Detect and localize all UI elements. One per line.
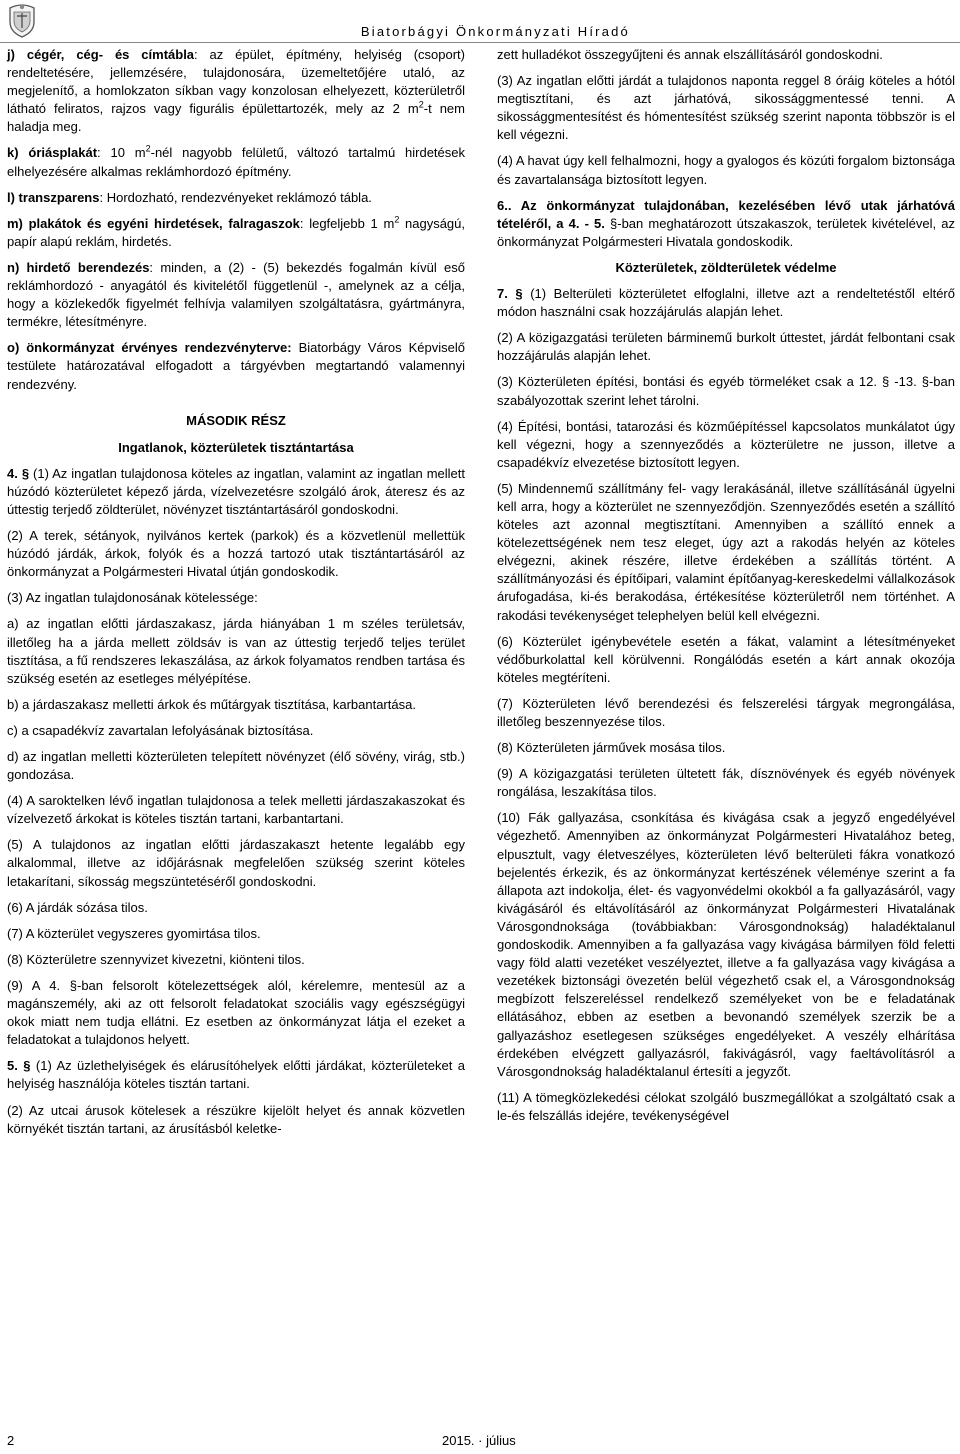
section-4-6: (6) A járdák sózása tilos. <box>7 899 148 915</box>
definition-j: j) cégér, cég- és címtábla: az épület, építmény, helyiség (csoport) rendeltetésére, jellemzésére, tulajdonosára, üzemeltetőjére utaló, az megjelenítő, a homlokzaton síkban vagy konzolosan elhelyezett, közterületről látható feliratos, rajzos vagy figurális épülettartozék, mely az 2 $m^2-t$ nem haladja meg. <box>7 47 465 135</box>
page-header <box>0 0 960 42</box>
issue-date: 2015. · július <box>442 1433 516 1448</box>
section-7-6: (6) Közterület igénybevétele esetén a fákat, valamint a létesítményeket védőburkolattal kell körülvenni. Rongálódás esetén a kárt annak okozója köteles megtéríteni. <box>497 633 955 685</box>
section-7-4: (4) Építési, bontási, tatarozási és közműépítéssel kapcsolatos munkálatot úgy kell végezni, hogy a szennyeződés a közterületre ne jusson, illetve a csapadékvíz elvezetése biztosított legyen. <box>497 418 955 470</box>
section-4-3-c: c) a csapadékvíz zavartalan lefolyásának biztosítása. <box>7 722 314 738</box>
section-6: 6.. Az önkormányzat tulajdonában, kezelésében lévő utak járhatóvá tételéről, a 4. - 5. §-ban meghatározott útszakaszok, területek kivételével, az önkormányzat Polgármesteri Hivatala gondoskodik. <box>497 197 955 249</box>
section-7-10: (10) Fák gallyazása, csonkítása és kivágása csak a jegyző engedélyével végezhető. Amennyiben az önkormányzat Polgármesteri Hivatalához beteg, elpusztult, vagy életveszélyes, közterületen lévő belterületi fákra vonatkozó bejelentés érkezik, és az önkormányzat kertészének véleménye szerint a fa állapota azt indokolja, élet- és vagyonvédelmi okokból a fa gallyazásáról, vagy kivágásáról és eltávolításáról az önkormányzat Polgármesteri Hivatalának Városgondnoksága (továbbiakban: Városgondnokság) haladéktalanul gondoskodik. Amennyiben a fa gallyazása vagy kivágása bármilyen föld feletti vagy föld alatti vezetéket veszélyeztet, illetve a fa gallyazása vagy kivágása a vezetékek biztonsági övezetén belül végezhető csak el, a Városgondnokság megbízott felszereléssel rendelkező személyeket von be e feladatának ellátásához, ebben az esetben a bevonandó személyek szerzik be a gallyazáshoz esetlegesen szükséges engedélyeket. A veszély elhárítása érdekében elvégzett gallyazásról, fakivágásról, vagy faeltávolításról a Városgondnokság haladéktalanul értesíti a jegyzőt. <box>497 810 955 1079</box>
definition-n: n) hirdető berendezés: minden, a (2) - (5) bekezdés fogalmán kívül eső reklámhordozó - anyagától és kivitelétől függetlenül -, amelynek az a célja, hogy a közlekedők figyelmét felhívja valamilyen szolgáltatásra, gyártmányra, termékre, létesítményre. <box>7 259 465 330</box>
section-7-3: (3) Közterületen építési, bontási és egyéb törmeléket csak a 12. § -13. §-ban szabályozottak szerint lehet tárolni. <box>497 374 955 408</box>
section-4-3-d: d) az ingatlan melletti közterületen telepített növényzet (élő sövény, virág, stb.) gondozása. <box>7 749 465 783</box>
section-4: 4. § (1) Az ingatlan tulajdonosa köteles az ingatlan, valamint az ingatlan mellett húzódó közterületet képező járda, vízelvezetésre szolgáló árok, áteresz és az úttestig terjedő zöldterület, növényzet tisztántartásáról gondoskodni. <box>7 465 465 517</box>
section-7-5: (5) Mindennemű szállítmány fel- vagy lerakásánál, illetve szállításánál ügyelni kell arra, hogy a közterület ne szennyeződjön. Szennyeződés esetén a szállító köteles azt azonnal megtisztítani. Amennyiben a szállító ennek a kötelezettségének nem tesz eleget, úgy azt a rakodás helyén az köteles elvégezni, akinek részére, illetve érdekében a szállítás történt. A szállítmányozási és építőipari, valamint építőanyag-kereskedelmi vállalkozások árufogadása, ki-és berakodása, értékesítése közterületről nem történhet. A rakodási tevékenységet telephelyen belül kell elvégezni. <box>497 480 955 623</box>
section-title: Ingatlanok, közterületek tisztántartása <box>118 439 354 455</box>
left-column <box>7 46 465 1146</box>
definition-o: o) önkormányzat érvényes rendezvényterve: Biatorbágy Város Képviselő testülete határozatával elfogadott a tárgyévben megtartandó valamennyi rendezvény. <box>7 340 466 392</box>
section-4-9: (9) A 4. §-ban felsorolt kötelezettségek alól, kérelemre, mentesül az a magánszemély, aki az ott felsorolt feladatokat szociális vagy egészségügyi okok miatt nem tudja ellátni. Ez esetben az önkormányzat látja el ezeket a feladatokat a tulajdonos helyett. <box>7 977 465 1048</box>
section-7-7: (7) Közterületen lévő berendezési és felszerelési tárgyak megrongálása, illetőleg beszennyezése tilos. <box>497 695 955 729</box>
term-m: m) plakátok és egyéni hirdetések, falragaszok <box>7 215 300 231</box>
header-divider <box>0 42 960 43</box>
definition-k: k) óriásplakát: 10 $m^2$-nél nagyobb felületű, változó tartalmú hirdetések elhelyezésére alkalmas reklámhordozó építmény. <box>7 144 465 179</box>
section-7-9: (9) A közigazgatási területen ültetett fák, dísznövények és egyéb növények rongálása, leszakítása tilos. <box>497 766 955 800</box>
term-n: n) hirdető berendezés <box>7 259 150 275</box>
page-number: 2 <box>7 1433 15 1448</box>
section-7-2: (2) A közigazgatási területen bárminemű burkolt úttestet, járdát felbontani csak hozzájárulás alapján lehet. <box>497 330 955 364</box>
section-4-3-b: b) a járdaszakasz melletti árkok és műtárgyak tisztítása, karbantartása. <box>7 696 416 712</box>
section-4-8: (8) Közterületre szennyvizet kivezetni, kiönteni tilos. <box>7 951 305 967</box>
section-5-3: (3) Az ingatlan előtti járdát a tulajdonos naponta reggel 8 óráig köteles a hótól megtisztítani, és azt járhatóvá, sikossággmentessé tenni. A sikossággmentesítést és hómentesítést szükség szerint naponta többször is el kell végezni. <box>497 73 955 143</box>
section-4-3-a: a) az ingatlan előtti járdaszakasz, járda hiányában 1 m széles területsáv, illetőleg ha a járda mellett zöldsáv is van az úttestig terjedő teljes terület tisztítása, a fű rendszeres lekaszálása, az árkok folyamatos rendben tartása és szükség esetén az esetleges mélyépítése. <box>7 616 465 686</box>
section-4-7: (7) A közterület vegyszeres gyomirtása tilos. <box>7 925 261 941</box>
section-5: 5. § (1) Az üzlethelyiségek és elárusítóhelyek előtti járdákat, közterületeket a helyiség használója köteles tisztán tartani. <box>7 1058 465 1092</box>
section-7: 7. § (1) Belterületi közterületet elfoglalni, illetve azt a rendeltetéstől eltérő módon használni csak hozzájárulás alapján lehet. <box>497 286 955 320</box>
section-5-2: (2) Az utcai árusok kötelesek a részükre kijelölt helyet és annak közvetlen környékét tisztán tartani, az árusításból keletke- <box>7 1102 465 1136</box>
definition-m: m) plakátok és egyéni hirdetések, falragaszok: legfeljebb 1 $m^2$ nagyságú, papír alapú reklám, hirdetés. <box>7 214 466 249</box>
term-k: k) óriásplakát <box>7 145 98 161</box>
coat-of-arms-icon <box>6 2 38 38</box>
section-4-3: (3) Az ingatlan tulajdonosának kötelessége: <box>7 590 258 606</box>
section-4-2: (2) A terek, sétányok, nyilvános kertek (parkok) és a közvetlenül mellettük húzódó járdák, árkok, folyók és a hozzá tartozó utak tisztántartásáról az önkormányzat a Polgármesteri Hivatal útján gondoskodik. <box>7 528 465 580</box>
term-j: j) cégér, cég- és címtábla <box>7 47 195 62</box>
continued-paragraph: zett hulladékot összegyűjteni és annak elszállításáról gondoskodni. <box>497 47 883 62</box>
section-7-8: (8) Közterületen járművek mosása tilos. <box>497 740 726 756</box>
section-4-5: (5) A tulajdonos az ingatlan előtti járdaszakaszt hetente legalább egy alkalommal, illetve az időjárásnak megfelelően szükség szerint köteles letakarítani, síkosság megszüntetéséről gondoskodni. <box>7 837 465 889</box>
right-column <box>497 46 955 1133</box>
part-title: MÁSODIK RÉSZ <box>186 412 286 428</box>
term-o: o) önkormányzat érvényes rendezvényterve: <box>7 340 292 356</box>
section-5-4: (4) A havat úgy kell felhalmozni, hogy a gyalogos és közúti forgalom biztonsága és zavartalansága biztosított legyen. <box>497 153 955 187</box>
section-7-11: (11) A tömegközlekedési célokat szolgáló buszmegállókat a szolgáltató csak a le-és felszállás idejére, tevékenységével <box>497 1089 955 1123</box>
definition-l: l) transzparens: Hordozható, rendezvényeket reklámozó tábla. <box>7 189 372 205</box>
term-l: l) transzparens <box>7 189 100 205</box>
subsection-title: Közterületek, zöldterületek védelme <box>615 259 837 275</box>
publication-title: Biatorbágyi Önkormányzati Híradó <box>360 24 630 39</box>
section-4-4: (4) A saroktelken lévő ingatlan tulajdonosa a telek melletti járdaszakaszokat és vízelvezető árkokat is köteles tisztán tartani, karbantartani. <box>7 793 465 827</box>
